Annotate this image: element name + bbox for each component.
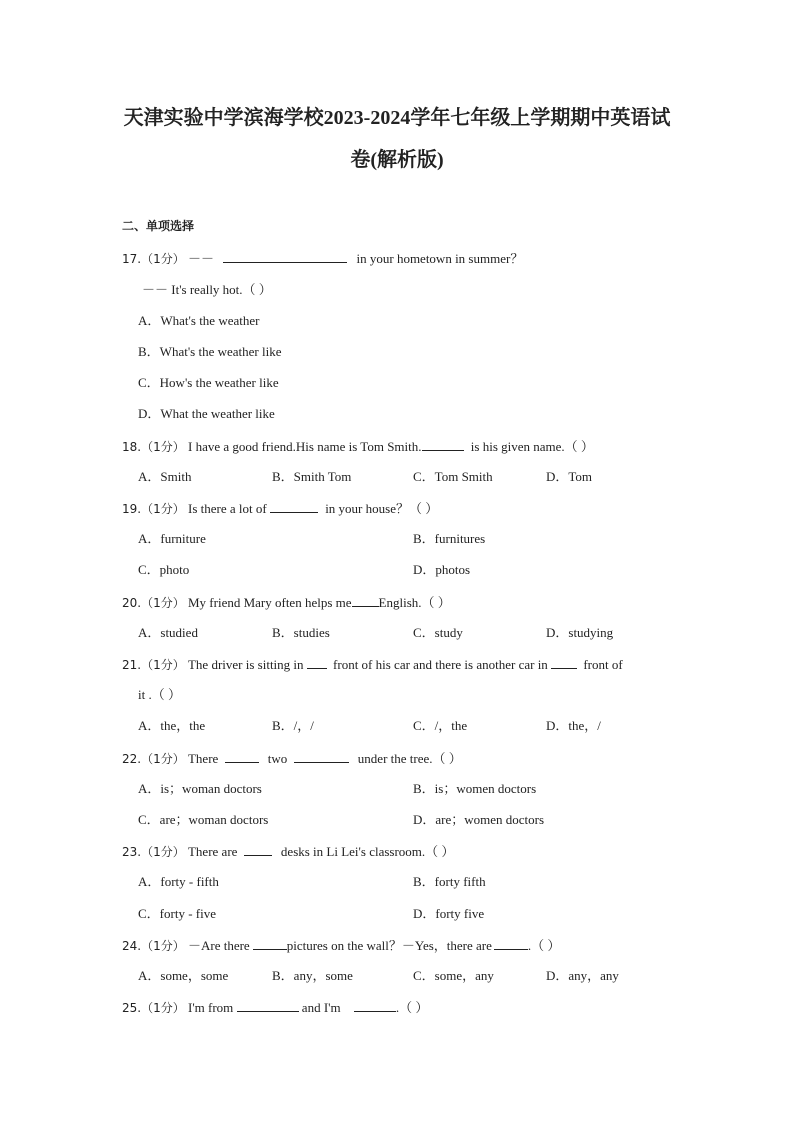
question-number: 21.（1分） bbox=[122, 658, 185, 672]
option-a: A．is；woman doctors bbox=[138, 781, 262, 796]
answer-blank[interactable] bbox=[253, 937, 287, 950]
question-number: 23.（1分） bbox=[122, 845, 185, 859]
question-number: 24.（1分） bbox=[122, 939, 185, 953]
option-a: A．furniture bbox=[138, 531, 206, 546]
option-c: C．forty - five bbox=[138, 906, 216, 921]
option-d: D．are；women doctors bbox=[413, 812, 545, 827]
question-text: My friend Mary often helps me bbox=[187, 595, 352, 610]
document-title-line-2: 卷(解析版) bbox=[350, 149, 444, 171]
question-text: I have a good friend.His name is Tom Smith. bbox=[187, 439, 422, 454]
option-c: C．study bbox=[413, 625, 463, 640]
question-text: in your hometown in summer？ bbox=[356, 251, 524, 266]
answer-blank[interactable] bbox=[352, 594, 379, 607]
option-b: B．furnitures bbox=[413, 531, 486, 546]
option-c: C．are；woman doctors bbox=[138, 812, 269, 827]
option-a: A．studied bbox=[138, 625, 198, 640]
option-a: A．What's the weather bbox=[138, 313, 260, 328]
answer-blank[interactable] bbox=[494, 937, 528, 950]
question-text: The driver is sitting in bbox=[187, 657, 304, 672]
option-b: B．studies bbox=[272, 625, 330, 640]
question-19 bbox=[122, 500, 438, 517]
answer-blank[interactable] bbox=[237, 999, 299, 1012]
option-c: C．How's the weather like bbox=[138, 375, 279, 390]
question-text: Is there a lot of bbox=[187, 501, 267, 516]
option-b: B．What's the weather like bbox=[138, 344, 282, 359]
question-25 bbox=[122, 999, 428, 1016]
option-a: A．some，some bbox=[138, 968, 229, 983]
question-text: －－ bbox=[187, 251, 214, 266]
question-17-line-2: －－ It's really hot.（ ） bbox=[142, 282, 272, 297]
question-text: －Are there bbox=[187, 938, 250, 953]
option-b: B．forty fifth bbox=[413, 874, 486, 889]
option-d: D．photos bbox=[413, 562, 471, 577]
question-text: .（ ） bbox=[527, 938, 561, 953]
option-d: D．studying bbox=[546, 625, 614, 640]
question-text: desks in Li Lei's classroom.（ ） bbox=[280, 844, 455, 859]
question-number: 19.（1分） bbox=[122, 502, 185, 516]
question-22 bbox=[122, 750, 462, 767]
option-d: D．any，any bbox=[546, 968, 619, 983]
option-c: C．photo bbox=[138, 562, 190, 577]
question-21 bbox=[122, 656, 623, 673]
question-text: is his given name.（ ） bbox=[470, 439, 594, 454]
question-number: 18.（1分） bbox=[122, 440, 185, 454]
answer-blank[interactable] bbox=[551, 656, 577, 669]
answer-blank[interactable] bbox=[422, 438, 464, 451]
question-number: 22.（1分） bbox=[122, 752, 185, 766]
question-24 bbox=[122, 937, 560, 954]
question-number: 17.（1分） bbox=[122, 252, 185, 266]
option-b: B．any，some bbox=[272, 968, 353, 983]
question-23 bbox=[122, 843, 454, 860]
question-text: I'm from bbox=[187, 1000, 234, 1015]
document-title-line-1: 天津实验中学滨海学校2023-2024学年七年级上学期期中英语试 bbox=[123, 107, 671, 129]
answer-blank[interactable] bbox=[294, 750, 349, 763]
option-d: D．the，/ bbox=[546, 718, 601, 733]
option-a: A．forty - fifth bbox=[138, 874, 219, 889]
question-20 bbox=[122, 594, 451, 611]
question-number: 25.（1分） bbox=[122, 1001, 185, 1015]
option-c: C．/，the bbox=[413, 718, 468, 733]
option-b: B．/，/ bbox=[272, 718, 314, 733]
answer-blank[interactable] bbox=[223, 250, 347, 263]
answer-blank[interactable] bbox=[225, 750, 259, 763]
option-a: A．Smith bbox=[138, 469, 192, 484]
question-18 bbox=[122, 438, 594, 455]
answer-blank[interactable] bbox=[307, 656, 327, 669]
question-text: English.（ ） bbox=[378, 595, 451, 610]
question-text: under the tree.（ ） bbox=[357, 751, 462, 766]
question-text: front of his car and there is another car in bbox=[333, 657, 548, 672]
question-text: There bbox=[187, 751, 219, 766]
question-text: front of bbox=[583, 657, 623, 672]
section-heading: 二、单项选择 bbox=[122, 219, 195, 233]
question-text: .（ ） bbox=[395, 1000, 429, 1015]
question-text: two bbox=[267, 751, 288, 766]
question-text: There are bbox=[187, 844, 238, 859]
question-text: in your house？（ ） bbox=[325, 501, 439, 516]
option-c: C．some，any bbox=[413, 968, 494, 983]
question-text: pictures on the wall？－Yes，there are bbox=[286, 938, 492, 953]
question-21-line-2: it .（ ） bbox=[138, 687, 181, 702]
answer-blank[interactable] bbox=[354, 999, 396, 1012]
option-c: C．Tom Smith bbox=[413, 469, 493, 484]
option-d: D．What the weather like bbox=[138, 406, 275, 421]
answer-blank[interactable] bbox=[270, 500, 318, 513]
option-b: B．is；women doctors bbox=[413, 781, 537, 796]
question-number: 20.（1分） bbox=[122, 596, 185, 610]
option-a: A．the，the bbox=[138, 718, 206, 733]
option-d: D．Tom bbox=[546, 469, 593, 484]
option-d: D．forty five bbox=[413, 906, 485, 921]
answer-blank[interactable] bbox=[244, 843, 272, 856]
option-b: B．Smith Tom bbox=[272, 469, 352, 484]
question-17 bbox=[122, 250, 523, 267]
question-text: and I'm bbox=[301, 1000, 341, 1015]
